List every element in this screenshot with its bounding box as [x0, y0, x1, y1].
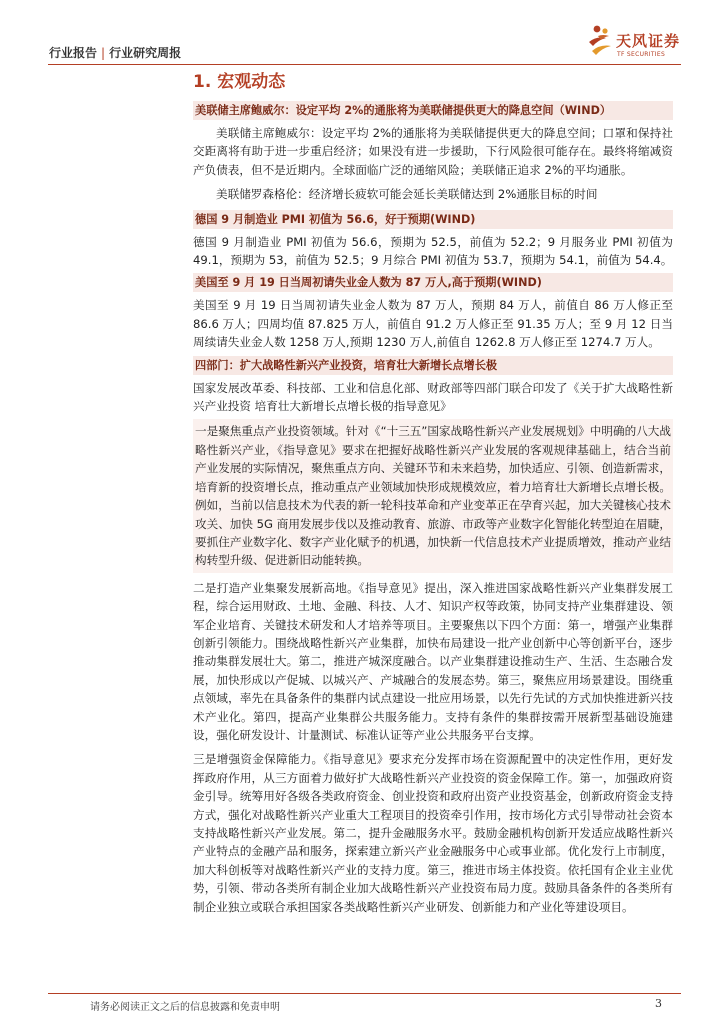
header-divider — [48, 64, 681, 65]
news-intro: 国家发展改革委、科技部、工业和信息化部、财政部等四部门联合印发了《关于扩大战略性新兴产业投资 培育壮大新增长点增长极的指导意见》 — [193, 380, 673, 414]
brand-name-cn: 天风证券 — [616, 32, 681, 50]
news-title: 德国 9 月制造业 PMI 初值为 56.6，好于预期(WIND) — [193, 210, 673, 229]
report-header — [49, 44, 181, 61]
footer-divider — [48, 993, 681, 994]
report-category: 行业报告 — [49, 46, 98, 60]
flame-icon — [586, 24, 614, 58]
news-title: 美国至 9 月 19 日当周初请失业金人数为 87 万人,高于预期(WIND) — [193, 273, 673, 292]
report-type: 行业研究周报 — [109, 46, 182, 60]
news-paragraph: 美国至 9 月 19 日当周初请失业金人数为 87 万人，预期 84 万人，前值自 86 万人修正至 86.6 万人；四周均值 87.825 万人，前值自 91.2 万人修正至 91.35 万人；至 9 月 12 日当周续请失业金人数 1258 万人,预期 1230 万人,前值自 1262.8 万人修正至 1274.7 万人。 — [193, 298, 673, 350]
news-paragraph: 三是增强资金保障能力。《指导意见》要求充分发挥市场在资源配置中的决定性作用，更好发挥政府作用，从三方面着力做好扩大战略性新兴产业投资的资金保障工作。第一，加强政府资金引导。统筹用好各级各类政府资金、创业投资和政府出资产业投资基金，创新政府资金支持方式，强化对战略性新兴产业重大工程项目的投资牵引作用，按市场化方式引导带动社会资本支持战略性新兴产业发展。第二，提升金融服务水平。鼓励金融机构创新开发适应战略性新兴产业特点的金融产品和服务，探索建立新兴产业金融服务中心或事业部。优化发行上市制度，加大科创板等对战略性新兴产业的支持力度。第三，推进市场主体投资。依托国有企业主业优势，引领、带动各类所有制企业加大战略性新兴产业投资布局力度。鼓励具备条件的各类所有制企业独立或联合承担国家各类战略性新兴产业研发、创新能力和产业化等建设项目。 — [193, 752, 673, 914]
news-title: 美联储主席鲍威尔：设定平均 2%的通胀将为美联储提供更大的降息空间（WIND） — [193, 101, 673, 120]
section-title: 1. 宏观动态 — [193, 72, 286, 92]
news-paragraph: 德国 9 月制造业 PMI 初值为 56.6，预期为 52.5，前值为 52.2；9 月服务业 PMI 初值为 49.1，预期为 53，前值为 52.5；9 月综合 PMI 初值为 53.7，预期为 54.1，前值为 54.4。 — [193, 234, 673, 268]
news-paragraph: 美联储主席鲍威尔：设定平均 2%的通胀将为美联储提供更大的降息空间；口罩和保持社交距离将有助于进一步重启经济；如果没有进一步援助，下行风险很可能存在。最终将缩减资产负债表，但不是近期内。全球面临广泛的通缩风险；美联储正追求 2%的平均通胀。 — [193, 126, 673, 177]
news-paragraph: 美联储罗森格伦：经济增长疲软可能会延长美联储达到 2%通胀目标的时间 — [216, 187, 598, 202]
news-paragraph: 一是聚焦重点产业投资领域。针对《“十三五”国家战略性新兴产业发展规划》中明确的八大战略性新兴产业，《指导意见》要求在把握好战略性新兴产业发展的客观规律基础上，结合当前产业发展的实际情况，聚焦重点方向、关键环节和未来趋势，加快适应、引领、创造新需求，培育新的投资增长点，推动重点产业领域加快形成规模效应，着力培育壮大新增长点增长极。例如，当前以信息技术为代表的新一轮科技革命和产业变革正在孕育兴起，加大关键核心技术攻关、加快 5G 商用发展步伐以及推动教育、旅游、市政等产业数字化智能化转型迫在眉睫，要抓住产业数字化、数字产业化赋予的机遇，加快新一代信息技术产业提质增效，推动产业结构转型升级、促进新旧动能转换。 — [193, 419, 673, 572]
brand-logo — [586, 24, 706, 64]
news-paragraph: 二是打造产业集聚发展新高地。《指导意见》提出，深入推进国家战略性新兴产业集群发展工程，综合运用财政、土地、金融、科技、人才、知识产权等政策，协同支持产业集群建设、领军企业培育、关键技术研发和人才培养等项目。主要聚焦以下四个方面：第一，增强产业集群创新引领能力。围绕战略性新兴产业集群，加快布局建设一批产业创新中心等创新平台，逐步推动集群发展壮大。第二，推进产城深度融合。以产业集群建设推动生产、生活、生态融合发展，加快形成以产促城、以城兴产、产城融合的发展态势。第三，聚焦应用场景建设。围绕重点领域，率先在具备条件的集群内试点建设一批应用场景，以先行先试的方式加快推进新兴技术产业化。第四，提高产业集群公共服务能力。支持有条件的集群按需开展新型基础设施建设，强化研发设计、计量测试、标准认证等产业公共服务平台支撑。 — [193, 580, 673, 742]
footer-disclaimer: 请务必阅读正文之后的信息披露和免责申明 — [90, 1002, 280, 1013]
news-title: 四部门：扩大战略性新兴产业投资，培育壮大新增长点增长极 — [193, 356, 673, 375]
page-number: 3 — [655, 997, 662, 1010]
brand-name-en: TF SECURITIES — [617, 51, 666, 58]
header-separator: | — [101, 46, 106, 60]
report-body — [193, 66, 673, 922]
